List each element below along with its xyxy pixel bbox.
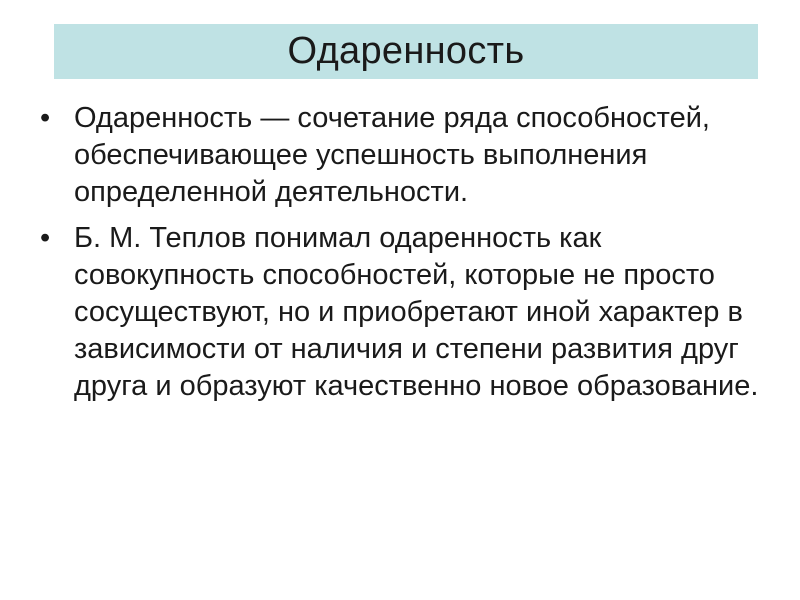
slide-title: Одаренность xyxy=(287,30,525,72)
bullet-list xyxy=(40,100,760,414)
bullet-dot-icon: • xyxy=(40,222,51,254)
bullet-item-teplov xyxy=(40,220,760,405)
bullet-dot-icon: • xyxy=(40,102,51,134)
title-banner xyxy=(54,24,758,79)
bullet-text: Одаренность — сочетание ряда способностей, обеспечивающее успешность выполнения определенной деятельности. xyxy=(74,102,710,208)
bullet-text: Б. М. Теплов понимал одаренность как совокупность способностей, которые не просто сосуществуют, но и приобретают иной характер в зависимости от наличия и степени развития друг друга и образуют качественно новое образование. xyxy=(74,222,759,402)
bullet-item-definition xyxy=(40,100,760,211)
